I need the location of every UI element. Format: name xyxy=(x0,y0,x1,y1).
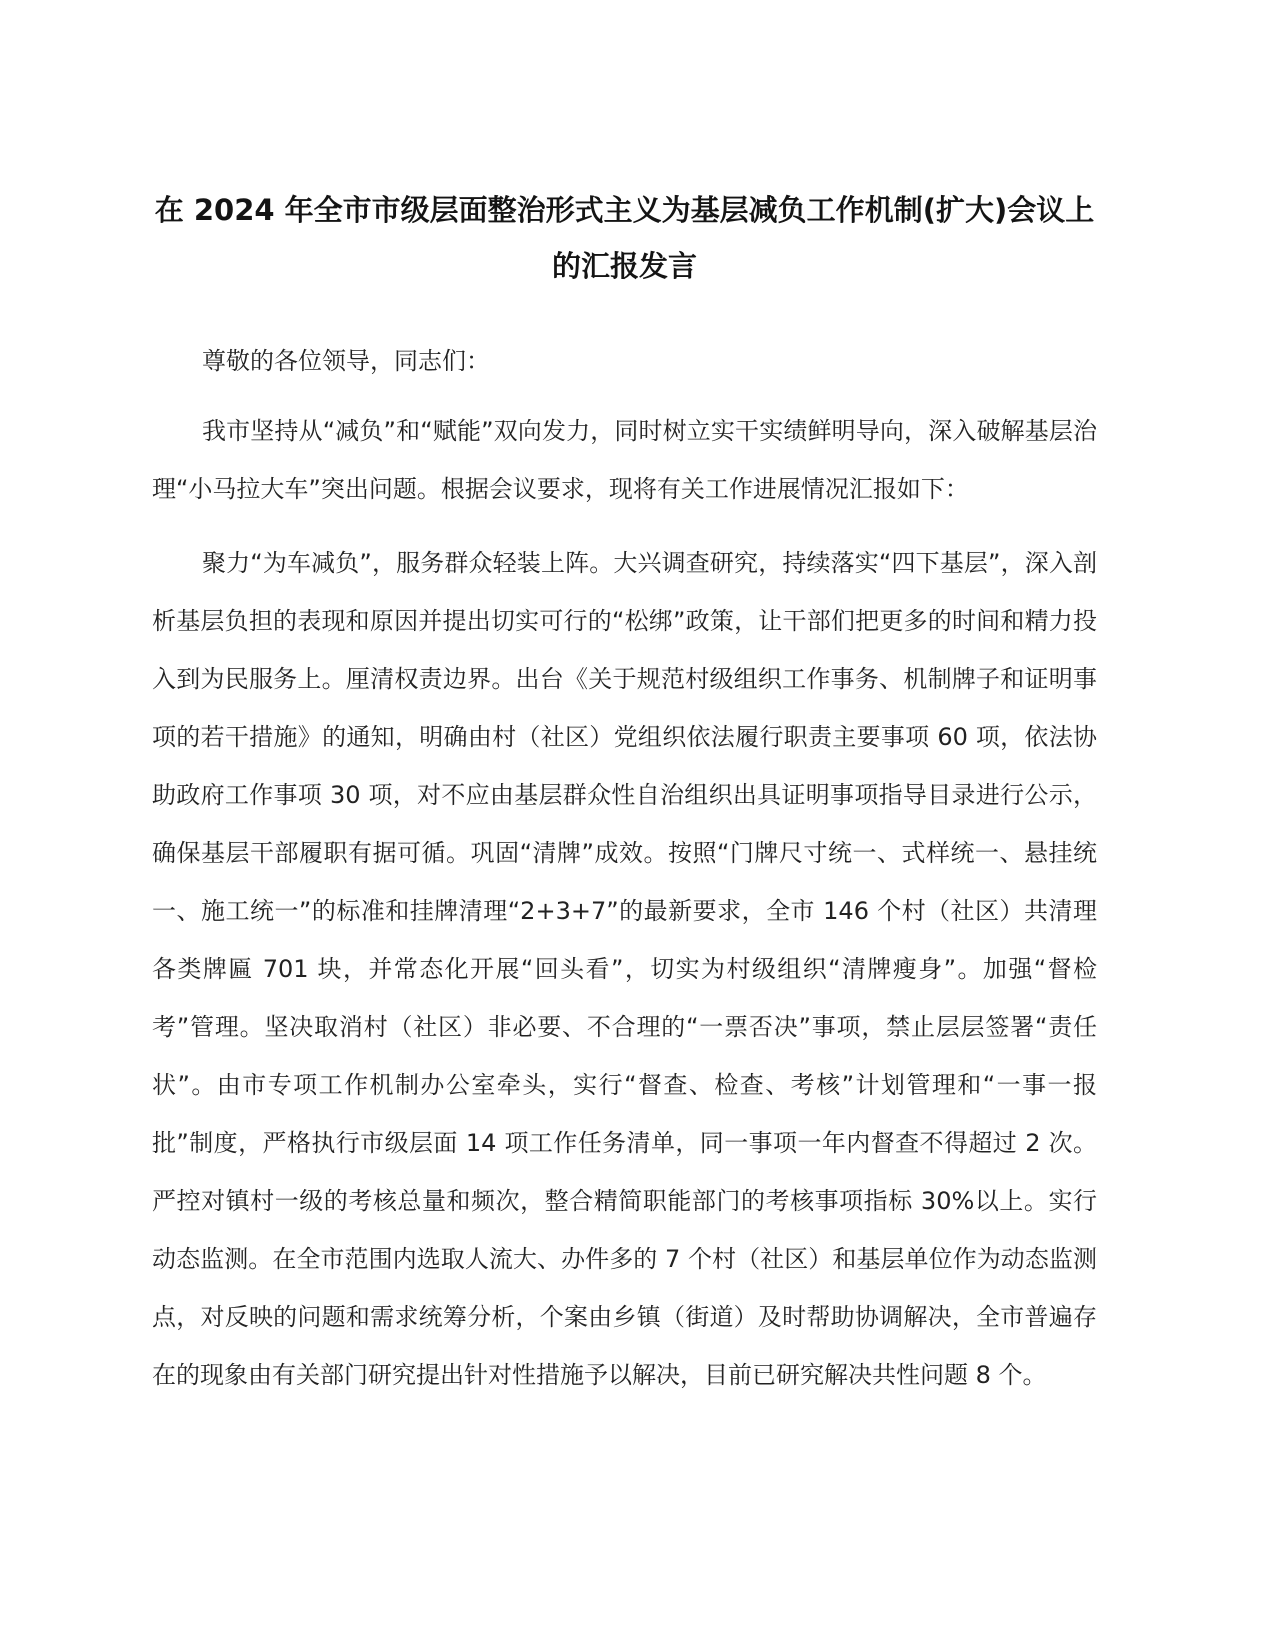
greeting: 尊敬的各位领导，同志们： xyxy=(202,347,490,375)
paragraph-burden-reduction: 聚力“为车减负”，服务群众轻装上阵。大兴调查研究，持续落实“四下基层”，深入剖析基层负担的表现和原因并提出切实可行的“松绑”政策，让干部们把更多的时间和精力投入到为民服务上。厘清权责边界。出台《关于规范村级组织工作事务、机制牌子和证明事项的若干措施》的通知，明确由村（社区）党组织依法履行职责主要事项 60 项，依法协助政府工作事项 30 项，对不应由基层群众性自治组织出具证明事项指导目录进行公示，确保基层干部履职有据可循。巩固“清牌”成效。按照“门牌尺寸统一、式样统一、悬挂统一、施工统一”的标准和挂牌清理“2+3+7”的最新要求，全市 146 个村（社区）共清理各类牌匾 701 块，并常态化开展“回头看”，切实为村级组织“清牌瘦身”。加强“督检考”管理。坚决取消村（社区）非必要、不合理的“一票否决”事项，禁止层层签署“责任状”。由市专项工作机制办公室牵头，实行“督查、检查、考核”计划管理和“一事一报批”制度，严格执行市级层面 14 项工作任务清单，同一事项一年内督查不得超过 2 次。严控对镇村一级的考核总量和频次，整合精简职能部门的考核事项指标 30%以上。实行动态监测。在全市范围内选取人流大、办件多的 7 个村（社区）和基层单位作为动态监测点，对反映的问题和需求统筹分析，个案由乡镇（街道）及时帮助协调解决，全市普遍存在的现象由有关部门研究提出针对性措施予以解决，目前已研究解决共性问题 8 个。 xyxy=(152,549,1097,1389)
paragraph-intro: 我市坚持从“减负”和“赋能”双向发力，同时树立实干实绩鲜明导向，深入破解基层治理“小马拉大车”突出问题。根据会议要求，现将有关工作进展情况汇报如下： xyxy=(152,417,1097,503)
document-title: 在 2024 年全市市级层面整治形式主义为基层减负工作机制(扩大)会议上的汇报发言 xyxy=(154,193,1095,283)
